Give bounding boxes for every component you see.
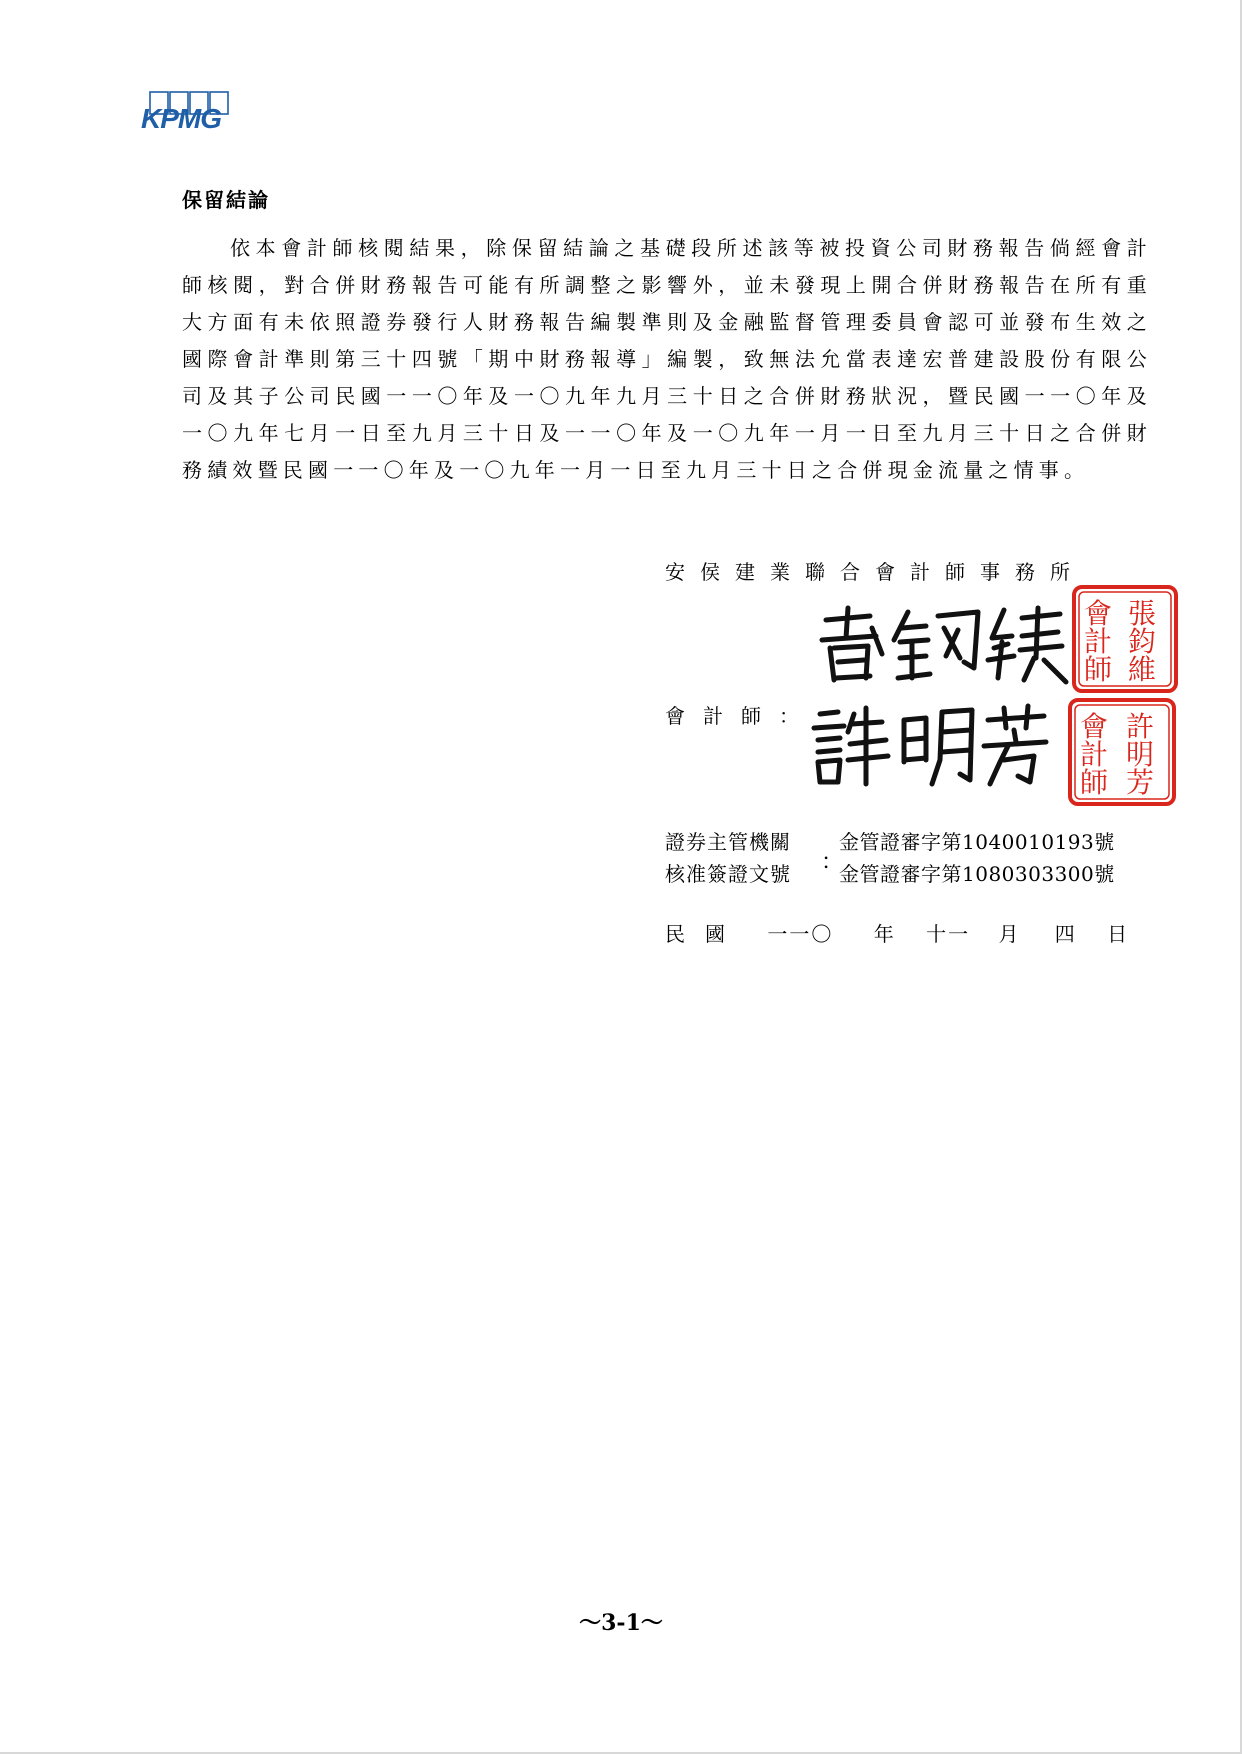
svg-text:鈞: 鈞 — [1128, 625, 1157, 658]
section-title: 保留結論 — [182, 188, 270, 212]
firm-name: 安侯建業聯合會計師事務所 — [665, 560, 1085, 584]
page-number: ～3-1～ — [579, 1610, 663, 1636]
svg-text:許: 許 — [1126, 710, 1155, 743]
signature-cpa-2 — [808, 700, 1058, 790]
svg-text:明: 明 — [1126, 738, 1155, 771]
svg-text:會: 會 — [1080, 710, 1109, 743]
date-day: 四 — [1054, 922, 1075, 946]
date-year-unit: 年 — [873, 922, 894, 946]
signature-cpa-1 — [808, 598, 1078, 688]
registration-value: 金管證審字第1080303300號 — [839, 862, 1115, 886]
cpa-seal-1 — [1072, 585, 1178, 693]
cpa-seal-2 — [1068, 698, 1176, 806]
svg-text:計: 計 — [1080, 738, 1109, 771]
kpmg-logo — [140, 90, 250, 134]
cpa-label: 會計師： — [665, 704, 817, 728]
svg-text:計: 計 — [1084, 625, 1113, 658]
date-month: 十一 — [926, 922, 971, 946]
registration-row — [665, 858, 1115, 890]
registration-block — [665, 826, 1115, 890]
svg-text:會: 會 — [1084, 597, 1113, 630]
date-month-unit: 月 — [998, 922, 1019, 946]
date-day-unit: 日 — [1107, 922, 1128, 946]
registration-row — [665, 826, 1115, 858]
svg-text:張: 張 — [1128, 597, 1157, 630]
svg-text:維: 維 — [1128, 653, 1157, 686]
svg-text:師: 師 — [1084, 653, 1113, 686]
conclusion-paragraph: 依本會計師核閱結果，除保留結論之基礎段所述該等被投資公司財務報告倘經會計師核閱，對合併財務報告可能有所調整之影響外，並未發現上開合併財務報告在所有重大方面有未依照證券發行人財務報告編製準則及金融監督管理委員會認可並發布生效之國際會計準則第三十四號「期中財務報導」編製，致無法允當表達宏普建設股份有限公司及其子公司民國一一〇年及一〇九年九月三十日之合併財務狀況，暨民國一一〇年及一〇九年七月一日至九月三十日及一一〇年及一〇九年一月一日至九月三十日之合併財務績效暨民國一一〇年及一〇九年一月一日至九月三十日之合併現金流量之情事。 — [182, 236, 1152, 482]
registration-label: 核准簽證文號 — [665, 862, 791, 886]
date-year: 一一〇 — [767, 922, 834, 946]
registration-colon: ： — [821, 850, 844, 875]
kpmg-logo-text: KPMG — [141, 103, 221, 134]
report-date — [665, 918, 1127, 947]
registration-label: 證券主管機關 — [665, 830, 791, 854]
svg-text:芳: 芳 — [1126, 766, 1155, 799]
date-era: 民 國 — [665, 922, 725, 946]
registration-value: 金管證審字第1040010193號 — [839, 830, 1115, 854]
svg-text:師: 師 — [1080, 766, 1109, 799]
